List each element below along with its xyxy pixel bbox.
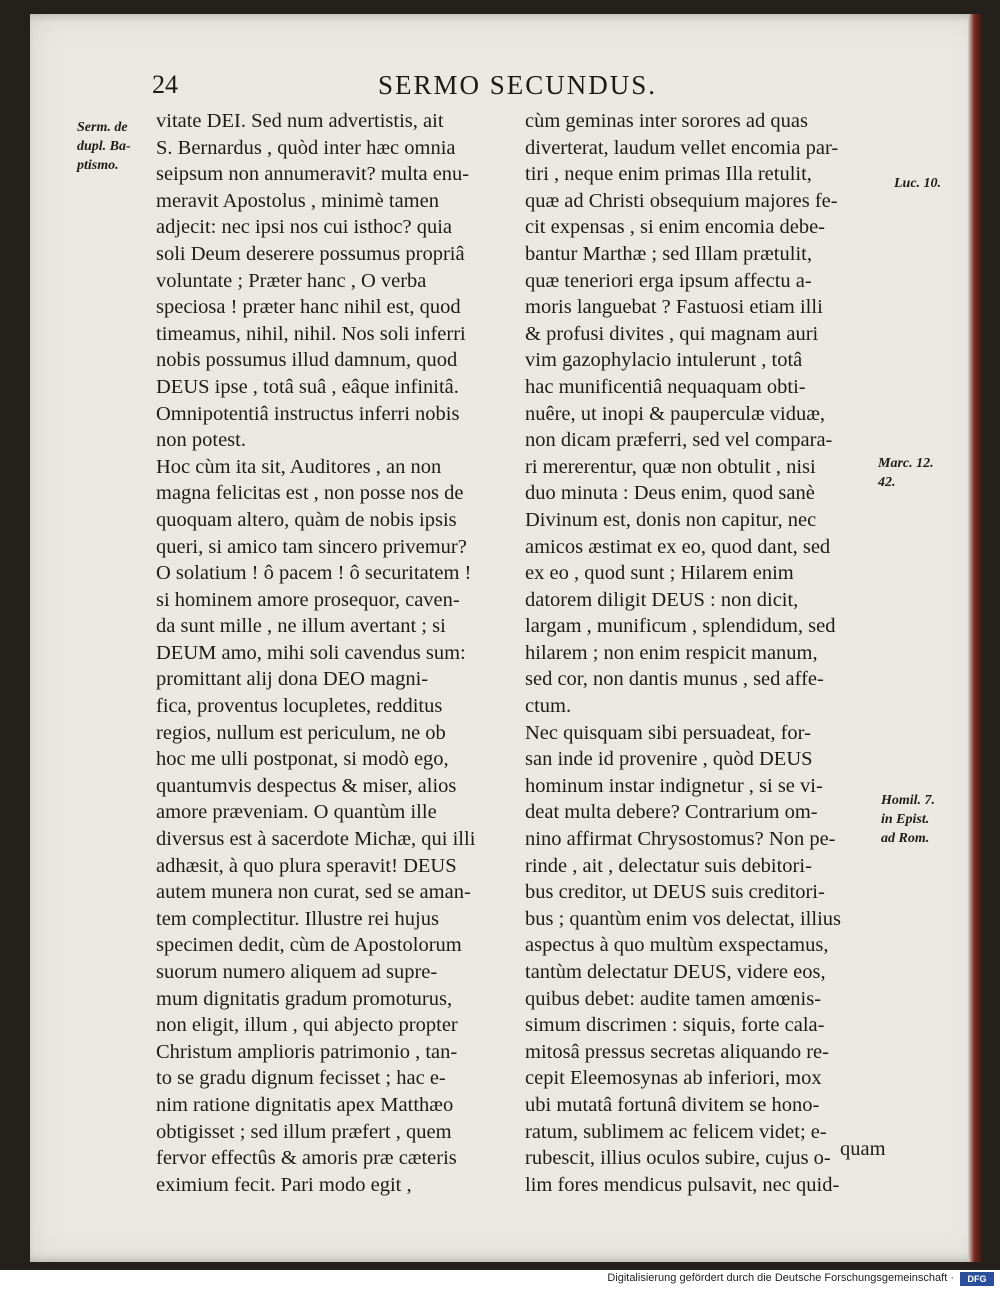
text-line: quoquam altero, quàm de nobis ipsis [156, 508, 457, 531]
text-line: nobis possumus illud damnum, quod [156, 349, 458, 372]
text-line: hominum instar indignetur , si se vi- [525, 774, 823, 797]
text-line: queri, si amico tam sincero privemur? [156, 535, 467, 558]
text-line: mum dignitatis gradum promoturus, [156, 987, 453, 1010]
right-text-column [525, 108, 909, 1198]
dfg-logo: DFG [960, 1272, 994, 1286]
text-line: ex eo , quod sunt ; Hilarem enim [525, 562, 794, 585]
text-line: soli Deum deserere possumus propriâ [156, 242, 465, 265]
text-line: non eligit, illum , qui abjecto propter [156, 1014, 458, 1037]
text-line: sed cor, non dantis munus , sed affe- [525, 668, 824, 691]
text-line: hac munificentiâ nequaquam obti- [525, 375, 806, 398]
text-line: regios, nullum est periculum, ne ob [156, 721, 446, 744]
text-line: DEUS ipse , totâ suâ , eâque infinitâ. [156, 375, 459, 398]
text-line: aspectus à quo multùm exspectamus, [525, 934, 829, 957]
catchword: quam [840, 1138, 886, 1160]
text-line: Omnipotentiâ instructus inferri nobis [156, 402, 460, 425]
text-line: speciosa ! præter hanc nihil est, quod [156, 296, 461, 319]
text-line: nim ratione dignitatis apex Matthæo [156, 1093, 454, 1116]
text-line: quantumvis despectus & miser, alios [156, 774, 457, 797]
text-line: moris languebat ? Fastuosi etiam illi [525, 296, 823, 319]
page-number: 24 [152, 70, 178, 99]
text-line: si hominem amore prosequor, caven- [156, 588, 460, 611]
margin-note-line: Marc. 12. [878, 456, 934, 471]
text-line: cepit Eleemosynas ab inferiori, mox [525, 1067, 822, 1090]
text-line: Christum amplioris patrimonio , tan- [156, 1040, 458, 1063]
text-line: hoc me ulli postponat, si modò ego, [156, 748, 449, 771]
text-line: nino affirmat Chrysostomus? Non pe- [525, 828, 836, 851]
text-line: magna felicitas est , non posse nos de [156, 482, 464, 505]
text-line: obtigisset ; sed illum præfert , quem [156, 1120, 452, 1143]
margin-note-line: in Epist. [881, 812, 930, 827]
text-line: suorum numero aliquem ad supre- [156, 961, 438, 983]
text-line: duo minuta : Deus enim, quod sanè [525, 482, 815, 505]
text-line: non dicam præferri, sed vel compara- [525, 429, 833, 452]
text-line: da sunt mille , ne illum avertant ; si [156, 615, 446, 638]
text-line: Divinum est, donis non capitur, nec [525, 508, 817, 531]
text-line: lim fores mendicus pulsavit, nec quid- [525, 1173, 840, 1196]
running-title: SERMO SECUNDUS. [378, 70, 658, 100]
text-line: tantùm delectatur DEUS, videre eos, [525, 961, 826, 983]
text-line: cùm geminas inter sorores ad quas [525, 110, 808, 132]
margin-note-line: dupl. Ba- [77, 139, 131, 154]
text-line: quæ ad Christi obsequium majores fe- [525, 189, 838, 212]
text-line: vim gazophylacio intulerunt , totâ [525, 349, 803, 372]
text-line: tiri , neque enim primas Illa retulit, [525, 163, 812, 186]
text-line: datorem diligit DEUS : non dicit, [525, 588, 799, 611]
footer-credit: Digitalisierung gefördert durch die Deutsche Forschungsgemeinschaft · [607, 1272, 954, 1284]
margin-note-line: ad Rom. [881, 831, 930, 846]
text-line: specimen dedit, cùm de Apostolorum [156, 934, 462, 957]
text-line: deat multa debere? Contrarium om- [525, 801, 818, 824]
text-line: autem munera non curat, sed se aman- [156, 881, 471, 904]
text-line: largam , munificum , splendidum, sed [525, 615, 836, 638]
text-line: rubescit, illius oculos subire, cujus o- [525, 1147, 831, 1170]
text-line: mitosâ pressus secretas aliquando re- [525, 1040, 829, 1063]
margin-note-line: Luc. 10. [894, 176, 942, 191]
text-line: Hoc cùm ita sit, Auditores , an non [156, 455, 442, 478]
text-line: to se gradu dignum fecisset ; hac e- [156, 1067, 446, 1090]
margin-note-line: Homil. 7. [881, 793, 936, 808]
margin-note-left [77, 118, 131, 175]
text-line: & profusi divites , qui magnam auri [525, 322, 819, 345]
text-line: ubi mutatâ fortunâ divitem se hono- [525, 1093, 820, 1116]
text-line: amicos æstimat ex eo, quod dant, sed [525, 535, 831, 558]
text-line: tem complectitur. Illustre rei hujus [156, 907, 439, 930]
text-line: S. Bernardus , quòd inter hæc omnia [156, 136, 456, 159]
text-line: diverterat, laudum vellet encomia par- [525, 136, 839, 159]
text-line: ri mererentur, quæ non obtulit , nisi [525, 455, 816, 478]
text-line: cit expensas , si enim encomia debe- [525, 216, 825, 239]
text-line: eximium fecit. Pari modo egit , [156, 1173, 412, 1196]
text-line: bus ; quantùm enim vos delectat, illius [525, 907, 841, 930]
margin-note-line: 42. [878, 475, 896, 490]
text-line: timeamus, nihil, nihil. Nos soli inferri [156, 322, 466, 345]
left-text-column [156, 108, 532, 1198]
text-line: O solatium ! ô pacem ! ô securitatem ! [156, 562, 472, 585]
text-line: ratum, sublimem ac felicem videt; e- [525, 1120, 827, 1143]
text-line: adhæsit, à quo plura speravit! DEUS [156, 854, 457, 877]
text-line: vitate DEI. Sed num advertistis, ait [156, 110, 444, 132]
text-line: diversus est à sacerdote Michæ, qui illi [156, 828, 476, 851]
text-line: san inde id provenire , quòd DEUS [525, 748, 813, 771]
text-line: Nec quisquam sibi persuadeat, for- [525, 721, 811, 744]
text-line: quæ teneriori erga ipsum affectu a- [525, 269, 812, 292]
text-line: promittant alij dona DEO magni- [156, 668, 429, 691]
text-line: fervor effectûs & amoris præ cæteris [156, 1147, 457, 1170]
margin-note-line: ptismo. [77, 158, 119, 173]
text-line: non potest. [156, 429, 246, 452]
text-line: fica, proventus locupletes, redditus [156, 695, 443, 718]
text-line: bantur Marthæ ; sed Illam prætulit, [525, 242, 812, 265]
text-line: ctum. [525, 695, 572, 718]
text-line: simum discrimen : siquis, forte cala- [525, 1014, 825, 1037]
margin-note-line: Serm. de [77, 120, 128, 135]
text-line: voluntate ; Præter hanc , O verba [156, 269, 427, 292]
text-line: meravit Apostolus , minimè tamen [156, 189, 439, 212]
text-line: DEUM amo, mihi soli cavendus sum: [156, 641, 466, 664]
text-line: adjecit: nec ipsi nos cui isthoc? quia [156, 216, 453, 239]
text-line: nuêre, ut inopi & pauperculæ viduæ, [525, 402, 826, 425]
text-line: rinde , ait , delectatur suis debitori- [525, 854, 812, 877]
footer-bar [0, 1270, 1000, 1289]
page-edge [968, 14, 982, 1262]
text-line: quibus debet: audite tamen amœnis- [525, 987, 822, 1010]
text-line: hilarem ; non enim respicit manum, [525, 641, 818, 664]
text-line: bus creditor, ut DEUS suis creditori- [525, 881, 825, 904]
text-line: amore præveniam. O quantùm ille [156, 801, 437, 824]
text-line: seipsum non annumeravit? multa enu- [156, 163, 470, 186]
